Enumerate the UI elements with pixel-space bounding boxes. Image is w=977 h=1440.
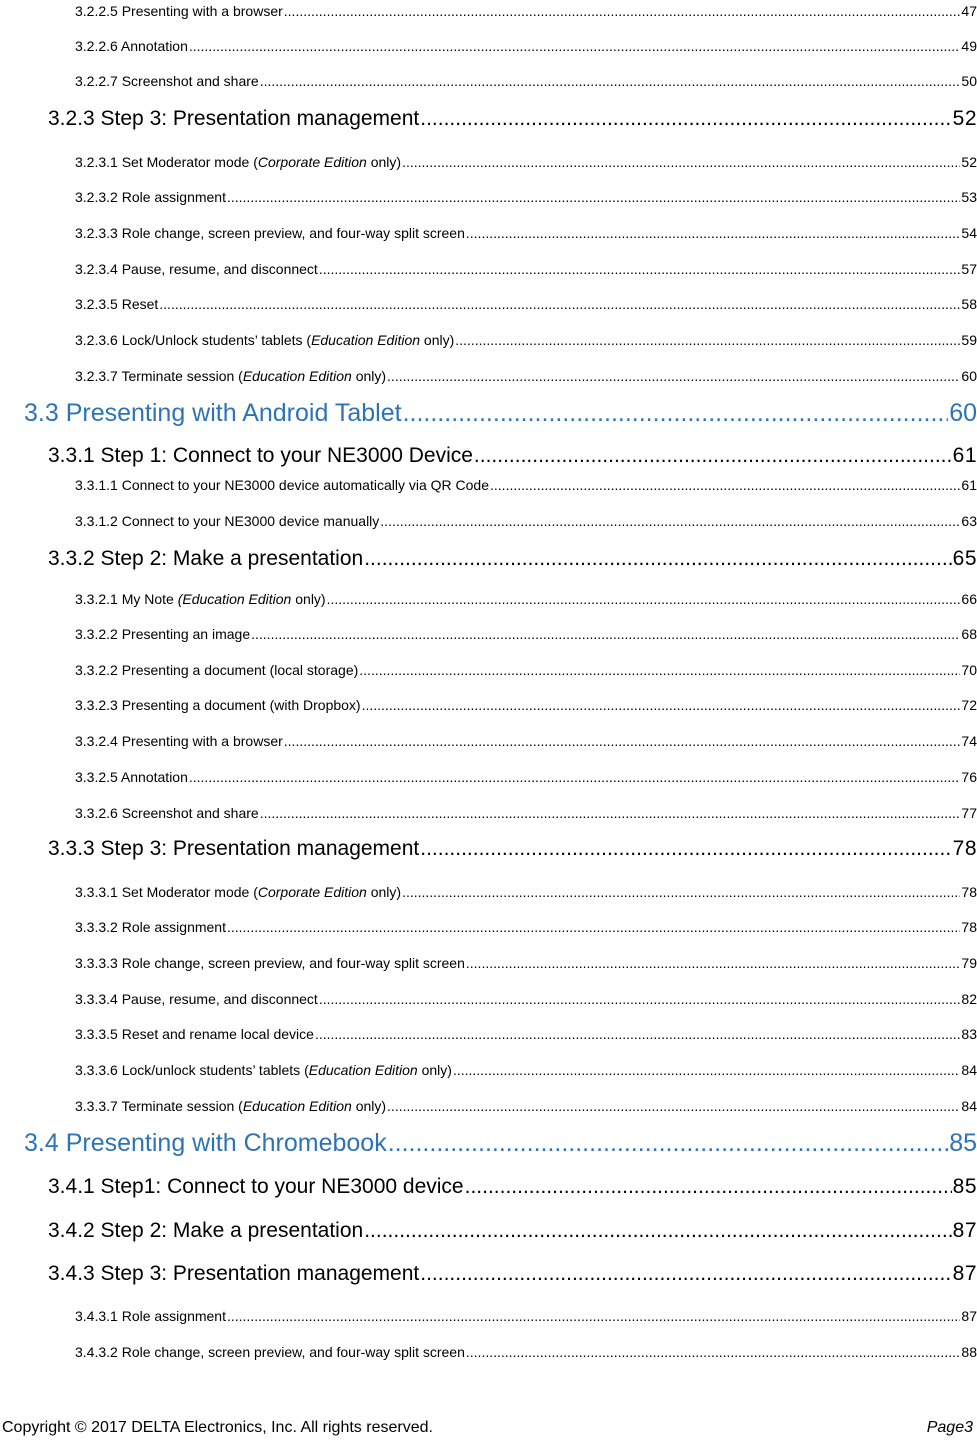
toc-entry[interactable] — [48, 835, 977, 863]
toc-leader-dots — [388, 1127, 948, 1159]
toc-entry-title: 3.3.2.1 My Note (Education Edition only) — [75, 591, 326, 607]
toc-entry-page: 60 — [961, 368, 977, 384]
toc-leader-dots — [260, 803, 961, 823]
toc-entry[interactable] — [24, 1127, 977, 1159]
toc-leader-dots — [315, 1024, 960, 1044]
toc-entry-page: 78 — [961, 919, 977, 935]
toc-entry[interactable] — [24, 397, 977, 429]
toc-leader-dots — [189, 36, 961, 56]
toc-entry[interactable] — [75, 953, 977, 973]
toc-leader-dots — [387, 1096, 960, 1116]
toc-entry[interactable] — [75, 589, 977, 609]
toc-leader-dots — [227, 1306, 960, 1326]
toc-entry[interactable] — [75, 187, 977, 207]
toc-entry-title: 3.3.3.6 Lock/unlock students’ tablets (Education Edition only) — [75, 1062, 452, 1078]
toc-entry-page: 49 — [961, 38, 977, 54]
toc-entry-page: 57 — [961, 261, 977, 277]
toc-entry-title: 3.3.3.5 Reset and rename local device — [75, 1026, 314, 1042]
toc-leader-dots — [227, 187, 960, 207]
toc-entry-page: 76 — [961, 769, 977, 785]
toc-entry-page: 77 — [961, 805, 977, 821]
toc-entry-title: 3.3.2.3 Presenting a document (with Dropbox) — [75, 697, 361, 713]
toc-entry-title: 3.2.2.5 Presenting with a browser — [75, 3, 283, 19]
toc-entry-title: 3.3.3 Step 3: Presentation management — [48, 837, 420, 860]
toc-leader-dots — [466, 1342, 961, 1362]
toc-entry[interactable] — [75, 1096, 977, 1116]
toc-entry[interactable] — [75, 1, 977, 21]
toc-entry-page: 61 — [961, 477, 977, 493]
toc-entry-page: 85 — [952, 1175, 977, 1198]
toc-leader-dots — [319, 989, 961, 1009]
toc-entry-page: 59 — [961, 332, 977, 348]
toc-entry-page: 65 — [952, 547, 977, 570]
toc-entry-page: 84 — [961, 1098, 977, 1114]
toc-entry[interactable] — [75, 223, 977, 243]
toc-entry-title: 3.3.2.4 Presenting with a browser — [75, 733, 283, 749]
toc-entry[interactable] — [75, 695, 977, 715]
toc-entry[interactable] — [75, 1306, 977, 1326]
toc-leader-dots — [284, 1, 961, 21]
toc-leader-dots — [362, 695, 961, 715]
toc-entry[interactable] — [75, 1342, 977, 1362]
toc-entry-title: 3.2.2.7 Screenshot and share — [75, 73, 259, 89]
toc-entry[interactable] — [75, 259, 977, 279]
toc-entry-title: 3.3.2.6 Screenshot and share — [75, 805, 259, 821]
toc-entry-title: 3.3.3.2 Role assignment — [75, 919, 226, 935]
toc-entry[interactable] — [48, 442, 977, 470]
toc-entry-page: 54 — [961, 225, 977, 241]
toc-entry-page: 70 — [961, 662, 977, 678]
toc-leader-dots — [466, 953, 961, 973]
toc-entry-title: 3.4.2 Step 2: Make a presentation — [48, 1219, 364, 1242]
toc-entry-title: 3.3.2 Step 2: Make a presentation — [48, 547, 364, 570]
toc-entry[interactable] — [48, 1173, 977, 1201]
toc-entry-page: 87 — [952, 1262, 977, 1285]
toc-leader-dots — [327, 589, 961, 609]
toc-leader-dots — [420, 835, 951, 863]
toc-entry-title: 3.2.3.5 Reset — [75, 296, 159, 312]
toc-entry[interactable] — [75, 917, 977, 937]
toc-entry-page: 87 — [952, 1219, 977, 1242]
toc-entry-page: 58 — [961, 296, 977, 312]
toc-leader-dots — [319, 259, 961, 279]
toc-leader-dots — [453, 1060, 960, 1080]
toc-entry-page: 61 — [952, 444, 977, 467]
toc-entry[interactable] — [75, 1060, 977, 1080]
toc-entry-title: 3.2.3.1 Set Moderator mode (Corporate Edition only) — [75, 154, 402, 170]
toc-entry[interactable] — [75, 989, 977, 1009]
toc-entry-page: 74 — [961, 733, 977, 749]
toc-entry[interactable] — [75, 731, 977, 751]
toc-entry[interactable] — [75, 366, 977, 386]
toc-entry[interactable] — [75, 1024, 977, 1044]
toc-entry[interactable] — [75, 660, 977, 680]
toc-entry[interactable] — [48, 1217, 977, 1245]
toc-entry-page: 66 — [961, 591, 977, 607]
toc-entry-page: 47 — [961, 3, 977, 19]
toc-entry-title: 3.2.3.3 Role change, screen preview, and four-way split screen — [75, 225, 465, 241]
toc-entry-title: 3.3.1.2 Connect to your NE3000 device manually — [75, 513, 380, 529]
toc-entry[interactable] — [75, 882, 977, 902]
toc-entry[interactable] — [75, 475, 977, 495]
toc-entry-title: 3.2.3 Step 3: Presentation management — [48, 107, 420, 130]
toc-entry[interactable] — [75, 624, 977, 644]
toc-entry-title: 3.2.3.7 Terminate session (Education Edition only) — [75, 368, 387, 384]
toc-entry[interactable] — [75, 511, 977, 531]
toc-entry-title: 3.3.2.5 Annotation — [75, 769, 188, 785]
toc-entry-title: 3.2.2.6 Annotation — [75, 38, 188, 54]
toc-leader-dots — [227, 917, 960, 937]
toc-entry-title: 3.3.3.4 Pause, resume, and disconnect — [75, 991, 318, 1007]
toc-entry-page: 87 — [961, 1308, 977, 1324]
toc-entry-title: 3.4.3.1 Role assignment — [75, 1308, 226, 1324]
toc-leader-dots — [466, 223, 961, 243]
toc-leader-dots — [420, 105, 951, 133]
page-number: Page3 — [926, 1419, 973, 1436]
page-footer — [0, 1418, 977, 1438]
toc-leader-dots — [359, 660, 960, 680]
toc-entry-page: 63 — [961, 513, 977, 529]
toc-entry[interactable] — [48, 105, 977, 133]
toc-leader-dots — [189, 767, 961, 787]
toc-leader-dots — [260, 71, 961, 91]
toc-leader-dots — [159, 294, 960, 314]
toc-entry-title: 3.4 Presenting with Chromebook — [24, 1129, 387, 1157]
toc-entry-title: 3.3.1.1 Connect to your NE3000 device automatically via QR Code — [75, 477, 490, 493]
toc-leader-dots — [387, 366, 960, 386]
toc-leader-dots — [402, 152, 960, 172]
toc-leader-dots — [490, 475, 960, 495]
toc-entry[interactable] — [75, 36, 977, 56]
toc-leader-dots — [474, 442, 952, 470]
toc-entry-title: 3.3.3.3 Role change, screen preview, and four-way split screen — [75, 955, 465, 971]
toc-entry-title: 3.3.3.7 Terminate session (Education Edition only) — [75, 1098, 387, 1114]
toc-entry-title: 3.3.2.2 Presenting a document (local storage) — [75, 662, 359, 678]
toc-entry-page: 88 — [961, 1344, 977, 1360]
toc-leader-dots — [380, 511, 960, 531]
toc-entry[interactable] — [75, 71, 977, 91]
toc-entry-title: 3.4.3 Step 3: Presentation management — [48, 1262, 420, 1285]
toc-entry[interactable] — [48, 1260, 977, 1288]
toc-entry-page: 60 — [949, 399, 977, 427]
toc-entry-title: 3.3 Presenting with Android Tablet — [24, 399, 402, 427]
toc-entry-page: 84 — [961, 1062, 977, 1078]
toc-leader-dots — [403, 397, 949, 429]
toc-entry-page: 83 — [961, 1026, 977, 1042]
toc-entry-title: 3.3.2.2 Presenting an image — [75, 626, 251, 642]
toc-entry[interactable] — [75, 803, 977, 823]
toc-entry[interactable] — [75, 294, 977, 314]
toc-entry-page: 82 — [961, 991, 977, 1007]
toc-entry-title: 3.2.3.4 Pause, resume, and disconnect — [75, 261, 318, 277]
toc-leader-dots — [251, 624, 960, 644]
toc-entry-title: 3.3.1 Step 1: Connect to your NE3000 Device — [48, 444, 473, 467]
toc-entry[interactable] — [75, 767, 977, 787]
toc-entry[interactable] — [75, 330, 977, 350]
toc-leader-dots — [284, 731, 961, 751]
toc-leader-dots — [402, 882, 960, 902]
toc-leader-dots — [364, 1217, 951, 1245]
toc-entry-title: 3.2.3.6 Lock/Unlock students’ tablets (Education Edition only) — [75, 332, 455, 348]
toc-entry-page: 68 — [961, 626, 977, 642]
toc-leader-dots — [364, 545, 951, 573]
toc-entry-title: 3.2.3.2 Role assignment — [75, 189, 226, 205]
toc-entry[interactable] — [48, 545, 977, 573]
toc-entry-page: 50 — [961, 73, 977, 89]
toc-entry-page: 53 — [961, 189, 977, 205]
toc-entry-page: 52 — [952, 107, 977, 130]
toc-entry-page: 52 — [961, 154, 977, 170]
toc-entry-page: 72 — [961, 697, 977, 713]
toc-entry-title: 3.3.3.1 Set Moderator mode (Corporate Edition only) — [75, 884, 402, 900]
toc-entry-page: 79 — [961, 955, 977, 971]
toc-entry-title: 3.4.1 Step1: Connect to your NE3000 device — [48, 1175, 464, 1198]
toc-entry-page: 85 — [949, 1129, 977, 1157]
toc-leader-dots — [420, 1260, 951, 1288]
toc-entry-title: 3.4.3.2 Role change, screen preview, and four-way split screen — [75, 1344, 465, 1360]
copyright-notice: Copyright © 2017 DELTA Electronics, Inc. All rights reserved. — [2, 1419, 433, 1436]
toc-entry-page: 78 — [952, 837, 977, 860]
toc-leader-dots — [465, 1173, 952, 1201]
toc-entry-page: 78 — [961, 884, 977, 900]
toc-entry[interactable] — [75, 152, 977, 172]
toc-leader-dots — [455, 330, 960, 350]
